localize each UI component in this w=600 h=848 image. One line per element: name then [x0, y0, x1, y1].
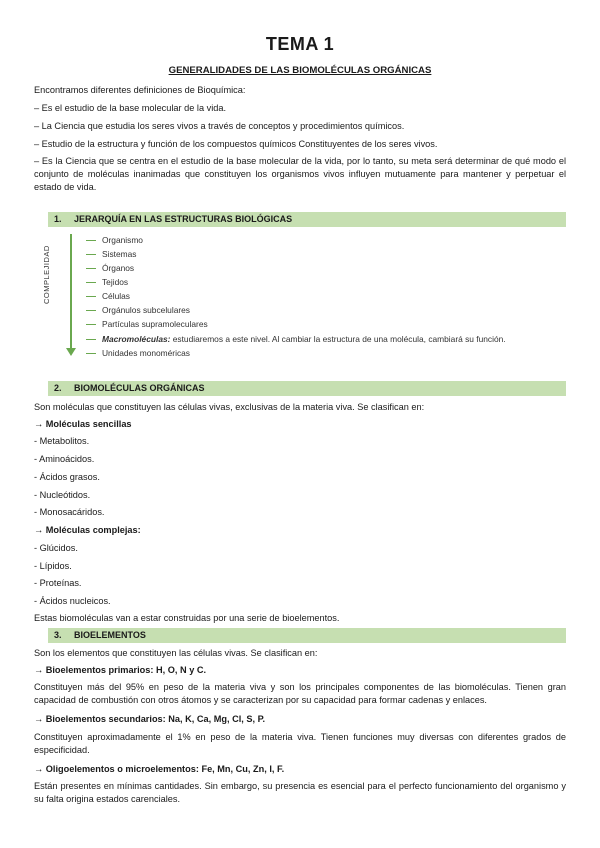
section-3-header [48, 628, 566, 643]
dash-icon [86, 296, 96, 297]
complexity-arrow-line [70, 234, 72, 350]
primary-bioelements-heading: → Bioelementos primarios: H, O, N y C. [34, 665, 207, 675]
dash-icon [86, 324, 96, 325]
section-2-number: 2. [54, 383, 62, 393]
hierarchy-item: Organismo [86, 235, 143, 246]
dash-icon [86, 240, 96, 241]
section-3-lead: Son los elementos que constituyen las células vivas. Se clasifican en: [34, 648, 318, 658]
complexity-arrow-head-icon [66, 348, 76, 356]
page-title: TEMA 1 [265, 34, 335, 54]
list-item: - Monosacáridos. [34, 507, 105, 517]
definition-4: – Es la Ciencia que se centra en el estudio de la base molecular de la vida, por lo tanto, su meta será determinar de qué modo el conjunto de moléculas inanimadas que constituyen los organismos vivos influyen mutuamente para mantener y perpetuar el estado de vida. [34, 156, 566, 192]
hierarchy-item: Órganos [86, 263, 134, 274]
definition-3: – Estudio de la estructura y función de los compuestos químicos Constituyentes de los seres vivos. [34, 139, 438, 149]
section-2-closing: Estas biomoléculas van a estar construidas por una serie de bioelementos. [34, 613, 340, 623]
hierarchy-item: Tejidos [86, 277, 128, 288]
list-item: - Ácidos nucleicos. [34, 596, 111, 606]
secondary-bioelements-text: Constituyen aproximadamente el 1% en peso de la materia viva. Tienen funciones muy diversas con diferentes grados de especificidad. [34, 732, 566, 755]
dash-icon [86, 254, 96, 255]
section-2-lead: Son moléculas que constituyen las células vivas, exclusivas de la materia viva. Se clasifican en: [34, 402, 425, 412]
page-subtitle: GENERALIDADES DE LAS BIOMOLÉCULAS ORGÁNICAS [168, 65, 432, 76]
oligoelements-text: Están presentes en mínimas cantidades. Sin embargo, su presencia es esencial para el perfecto funcionamiento del organismo y su falta origina estados carenciales. [34, 781, 566, 804]
hierarchy-diagram [34, 232, 566, 362]
section-3-title: BIOELEMENTOS [74, 630, 146, 640]
list-item: - Metabolitos. [34, 436, 90, 446]
hierarchy-item: Sistemas [86, 249, 136, 260]
intro-lead: Encontramos diferentes definiciones de Bioquímica: [34, 85, 246, 95]
secondary-bioelements-heading: → Bioelementos secundarios: Na, K, Ca, Mg, Cl, S, P. [34, 714, 266, 724]
oligoelements-heading: → Oligoelementos o microelementos: Fe, Mn, Cu, Zn, I, F. [34, 764, 285, 774]
dash-icon [86, 268, 96, 269]
list-item: - Lípidos. [34, 561, 72, 571]
hierarchy-item-macromolecules: Macromoléculas: estudiaremos a este nivel. Al cambiar la estructura de una molécula, cambiará su función. [86, 334, 506, 345]
definition-2: – La Ciencia que estudia los seres vivos a través de conceptos y procedimientos químicos. [34, 121, 405, 131]
section-1-number: 1. [54, 214, 62, 224]
dash-icon [86, 353, 96, 354]
dash-icon [86, 310, 96, 311]
list-item: - Glúcidos. [34, 543, 78, 553]
list-item: - Nucleótidos. [34, 490, 91, 500]
complexity-axis-label: COMPLEJIDAD [42, 245, 51, 304]
hierarchy-item: Unidades monoméricas [86, 348, 190, 359]
dash-icon [86, 339, 96, 340]
list-item: - Aminoácidos. [34, 454, 95, 464]
section-3-number: 3. [54, 630, 62, 640]
section-1-title: JERARQUÍA EN LAS ESTRUCTURAS BIOLÓGICAS [74, 214, 293, 224]
hierarchy-item: Orgánulos subcelulares [86, 305, 190, 316]
dash-icon [86, 282, 96, 283]
list-item: - Proteínas. [34, 578, 82, 588]
section-2-header [48, 381, 566, 396]
hierarchy-item: Partículas supramoleculares [86, 319, 208, 330]
complex-molecules-heading: → Moléculas complejas: [34, 525, 141, 535]
primary-bioelements-text: Constituyen más del 95% en peso de la materia viva y son los principales componentes de las biomoléculas. Tienen gran capacidad de combustión con otros átomos y se caracterizan por su capacidad para formar cadenas y enlaces. [34, 682, 566, 705]
definition-1: – Es el estudio de la base molecular de la vida. [34, 103, 227, 113]
list-item: - Ácidos grasos. [34, 472, 100, 482]
section-2-title: BIOMOLÉCULAS ORGÁNICAS [74, 383, 205, 393]
section-1-header [48, 212, 566, 227]
simple-molecules-heading: → Moléculas sencillas [34, 419, 132, 429]
hierarchy-item: Células [86, 291, 130, 302]
